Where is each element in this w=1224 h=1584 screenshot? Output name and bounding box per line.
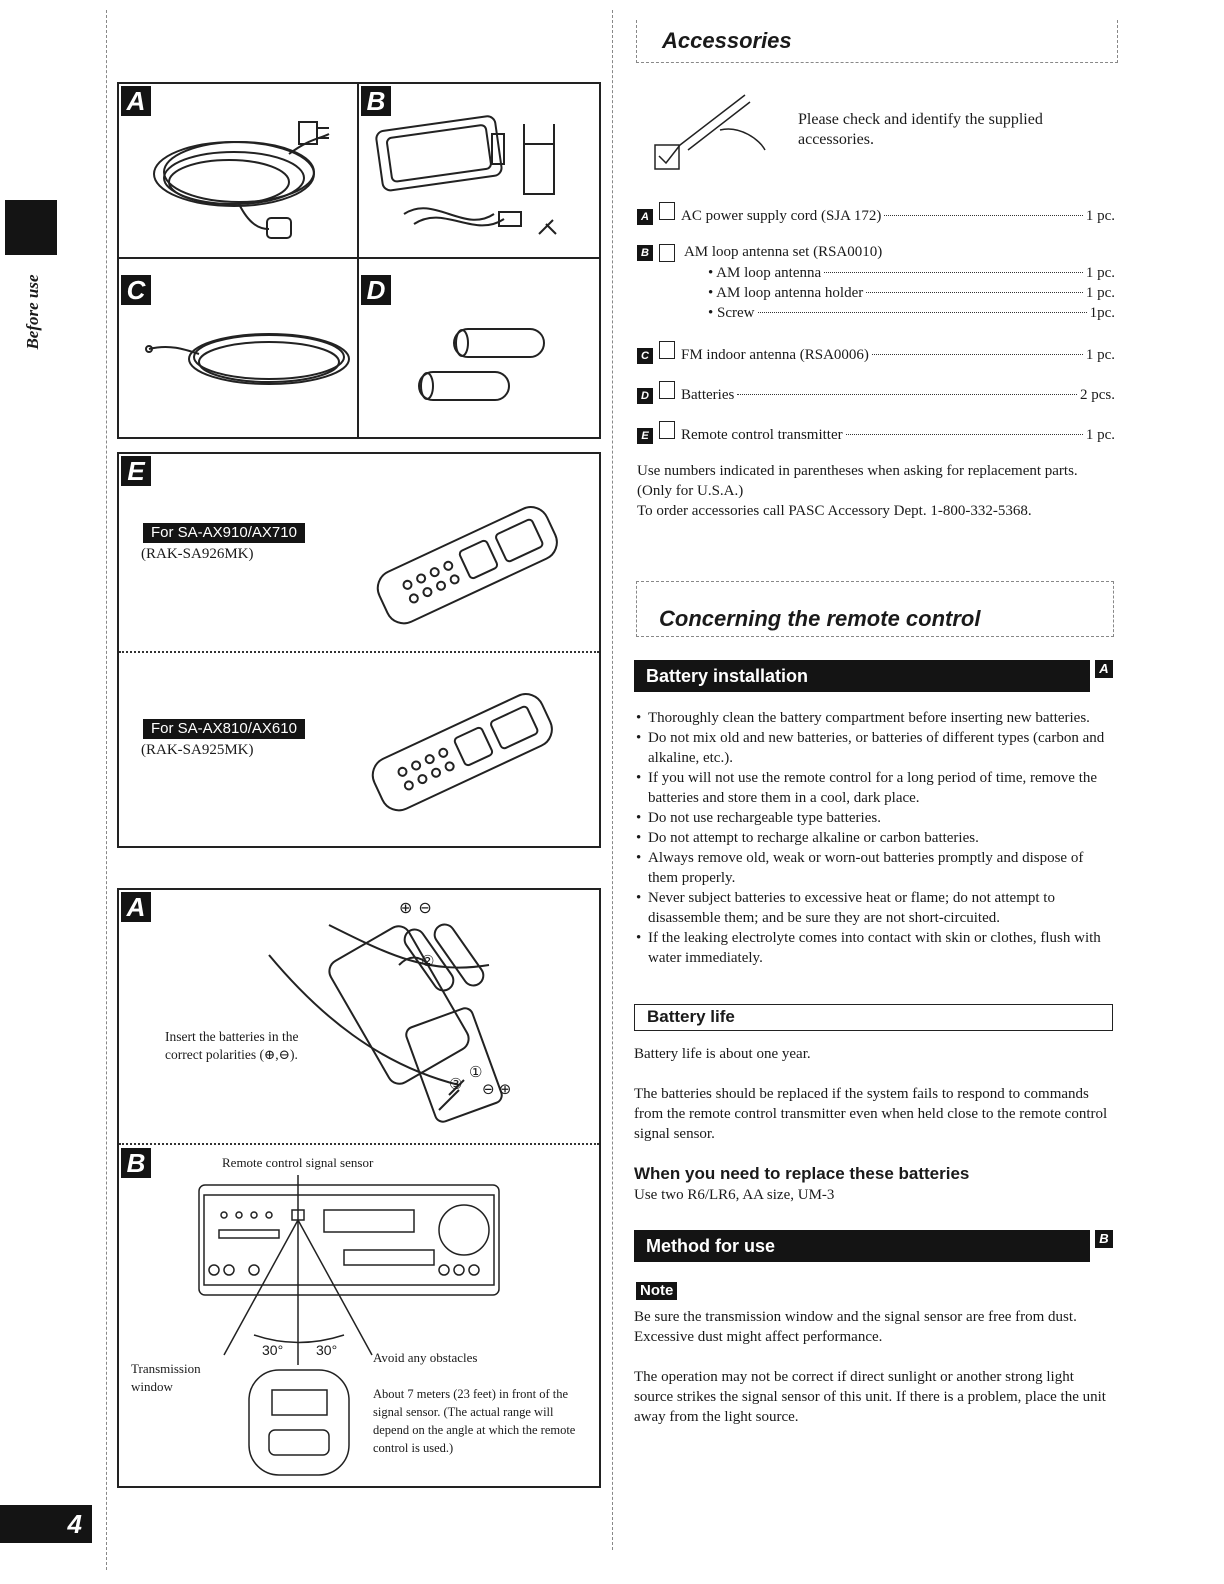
remote2-part-number: (RAK-SA925MK) [141, 742, 254, 758]
method-for-use-header: Method for use [634, 1230, 1090, 1262]
accessory-name: AC power supply cord (SJA 172) [681, 208, 882, 224]
bullet-item: • Thoroughly clean the battery compartment before inserting new batteries. [636, 708, 1114, 728]
accessory-letter: C [637, 348, 653, 364]
panel-letter: D [361, 275, 391, 305]
accessories-title: Accessories [662, 28, 792, 53]
accessory-letter: D [637, 388, 653, 404]
remote1-model-tag: For SA-AX910/AX710 [143, 523, 305, 543]
remote2-model-tag: For SA-AX810/AX610 [143, 719, 305, 739]
accessory-name: Batteries [681, 387, 735, 403]
battery-replace-text: The batteries should be replaced if the system fails to respond to commands from the remote control transmitter even when held close to the remote control signal sensor. [634, 1086, 1108, 1142]
section-tab [5, 200, 57, 255]
usa-note: (Only for U.S.A.) [637, 483, 744, 499]
avoid-obstacles-label: Avoid any obstacles [373, 1350, 478, 1365]
transmission-window-label: Transmission window [131, 1361, 201, 1394]
checkbox[interactable] [659, 421, 675, 439]
panel-letter: B [361, 86, 391, 116]
remote1-illustration [364, 499, 564, 629]
accessory-name: • AM loop antenna [708, 265, 822, 281]
accessory-qty: 1 pc. [1085, 427, 1115, 443]
bullet-item: • Do not attempt to recharge alkaline or carbon batteries. [636, 828, 1114, 848]
section-letter: B [1095, 1230, 1113, 1248]
battery-caption: Insert the batteries in the correct polarities (⊕,⊖). [165, 1029, 299, 1062]
panel-letter: B [121, 1148, 151, 1178]
checkbox[interactable] [659, 244, 675, 262]
step-1: ① [469, 1065, 483, 1081]
section-letter: A [1095, 660, 1113, 678]
battery-life-text: Battery life is about one year. [634, 1046, 811, 1062]
panel-b-am-antenna [357, 82, 601, 259]
am-antenna-illustration [374, 114, 594, 254]
remote1-part-number: (RAK-SA926MK) [141, 546, 254, 562]
panel-e-remote-controls [117, 452, 601, 848]
batteries-illustration [404, 324, 564, 414]
accessories-header-box [636, 20, 1118, 63]
range-note: About 7 meters (23 feet) in front of the signal sensor. (The actual range will depend on the angle at which the remote control is used.) [373, 1387, 576, 1455]
step-3: ③ [449, 1077, 463, 1093]
accessory-qty: 1 pc. [1085, 208, 1115, 224]
panel-c-fm-antenna [117, 257, 359, 439]
step-2: ② [421, 954, 435, 970]
battery-installation-header: Battery installation [634, 660, 1090, 692]
angle-left: 30° [262, 1342, 284, 1358]
accessories-intro: Please check and identify the supplied accessories. [798, 111, 1043, 148]
accessory-name: Remote control transmitter [681, 427, 843, 443]
accessories-notes [637, 461, 1115, 521]
method-note-text: Be sure the transmission window and the signal sensor are free from dust. Excessive dust might affect performance. [634, 1309, 1077, 1345]
angle-right: 30° [316, 1342, 338, 1358]
accessory-row [637, 381, 1115, 403]
bullet-item: • Never subject batteries to excessive heat or flame; do not attempt to disassemble them; and be sure they are not short-circuited. [636, 888, 1114, 928]
accessory-qty: 1pc. [1089, 305, 1115, 321]
left-margin-line [106, 10, 107, 1570]
fm-antenna-illustration [139, 314, 359, 414]
panel-battery-and-range [117, 888, 601, 1488]
checkbox[interactable] [659, 381, 675, 399]
battery-insertion-illustration [259, 895, 519, 1145]
battery-life-header: Battery life [634, 1004, 1113, 1031]
panel-letter: A [121, 86, 151, 116]
panel-a-power-cord [117, 82, 359, 259]
battery-bullets [636, 708, 1114, 968]
bullet-item: • Do not use rechargeable type batteries. [636, 808, 1114, 828]
accessory-qty: 1 pc. [1085, 285, 1115, 301]
accessory-name: • Screw [708, 305, 755, 321]
bullet-item: • If you will not use the remote control for a long period of time, remove the batteries and store them in a cool, dark place. [636, 768, 1114, 808]
panel-letter: E [121, 456, 151, 486]
section-label: Before use [23, 274, 42, 350]
accessory-row [637, 241, 1115, 263]
accessory-name: AM loop antenna set (RSA0010) [683, 244, 883, 260]
polarity-marks-2: ⊖ ⊕ [482, 1081, 512, 1098]
accessory-name: • AM loop antenna holder [708, 285, 864, 301]
panel-letter: A [121, 892, 151, 922]
sensor-label: Remote control signal sensor [222, 1155, 374, 1170]
accessory-row [637, 202, 1115, 224]
order-note: To order accessories call PASC Accessory Dept. 1-800-332-5368. [637, 503, 1032, 519]
remote-title: Concerning the remote control [659, 606, 981, 631]
accessory-subrow [708, 282, 1115, 304]
bullet-item: • Always remove old, weak or worn-out batteries promptly and dispose of them properly. [636, 848, 1114, 888]
accessory-subrow [708, 262, 1115, 284]
replacement-note: Use numbers indicated in parentheses when asking for replacement parts. [637, 463, 1078, 479]
accessory-subrow [708, 302, 1115, 324]
bullet-item: • If the leaking electrolyte comes into contact with skin or clothes, flush with water immediately. [636, 928, 1114, 968]
accessory-row [637, 421, 1115, 443]
method-sunlight-text: The operation may not be correct if direct sunlight or another strong light source strikes the signal sensor of this unit. If there is a problem, place the unit away from the light source. [634, 1369, 1106, 1425]
bullet-item: • Do not mix old and new batteries, or batteries of different types (carbon and alkaline, etc.). [636, 728, 1114, 768]
dotted-divider [119, 1143, 599, 1145]
checkbox[interactable] [659, 202, 675, 220]
accessory-qty: 1 pc. [1085, 265, 1115, 281]
column-divider [612, 10, 613, 1550]
note-tag: Note [636, 1282, 677, 1300]
dotted-divider [119, 651, 599, 653]
polarity-marks: ⊕⊖ [399, 900, 438, 917]
accessory-letter: A [637, 209, 653, 225]
remote-header-box [636, 581, 1114, 637]
accessory-name: FM indoor antenna (RSA0006) [681, 347, 869, 363]
checkbox[interactable] [659, 341, 675, 359]
replace-batteries-header: When you need to replace these batteries [634, 1164, 970, 1183]
checkmark-pen-icon [650, 90, 780, 175]
accessory-letter: B [637, 245, 653, 261]
accessory-qty: 2 pcs. [1080, 387, 1115, 403]
panel-letter: C [121, 275, 151, 305]
accessory-qty: 1 pc. [1085, 347, 1115, 363]
accessory-letter: E [637, 428, 653, 444]
accessory-row [637, 341, 1115, 363]
page-number: 4 [0, 1505, 92, 1543]
power-cord-illustration [139, 114, 339, 249]
replace-batteries-text: Use two R6/LR6, AA size, UM-3 [634, 1187, 835, 1203]
panel-d-batteries [357, 257, 601, 439]
remote2-illustration [359, 686, 559, 816]
